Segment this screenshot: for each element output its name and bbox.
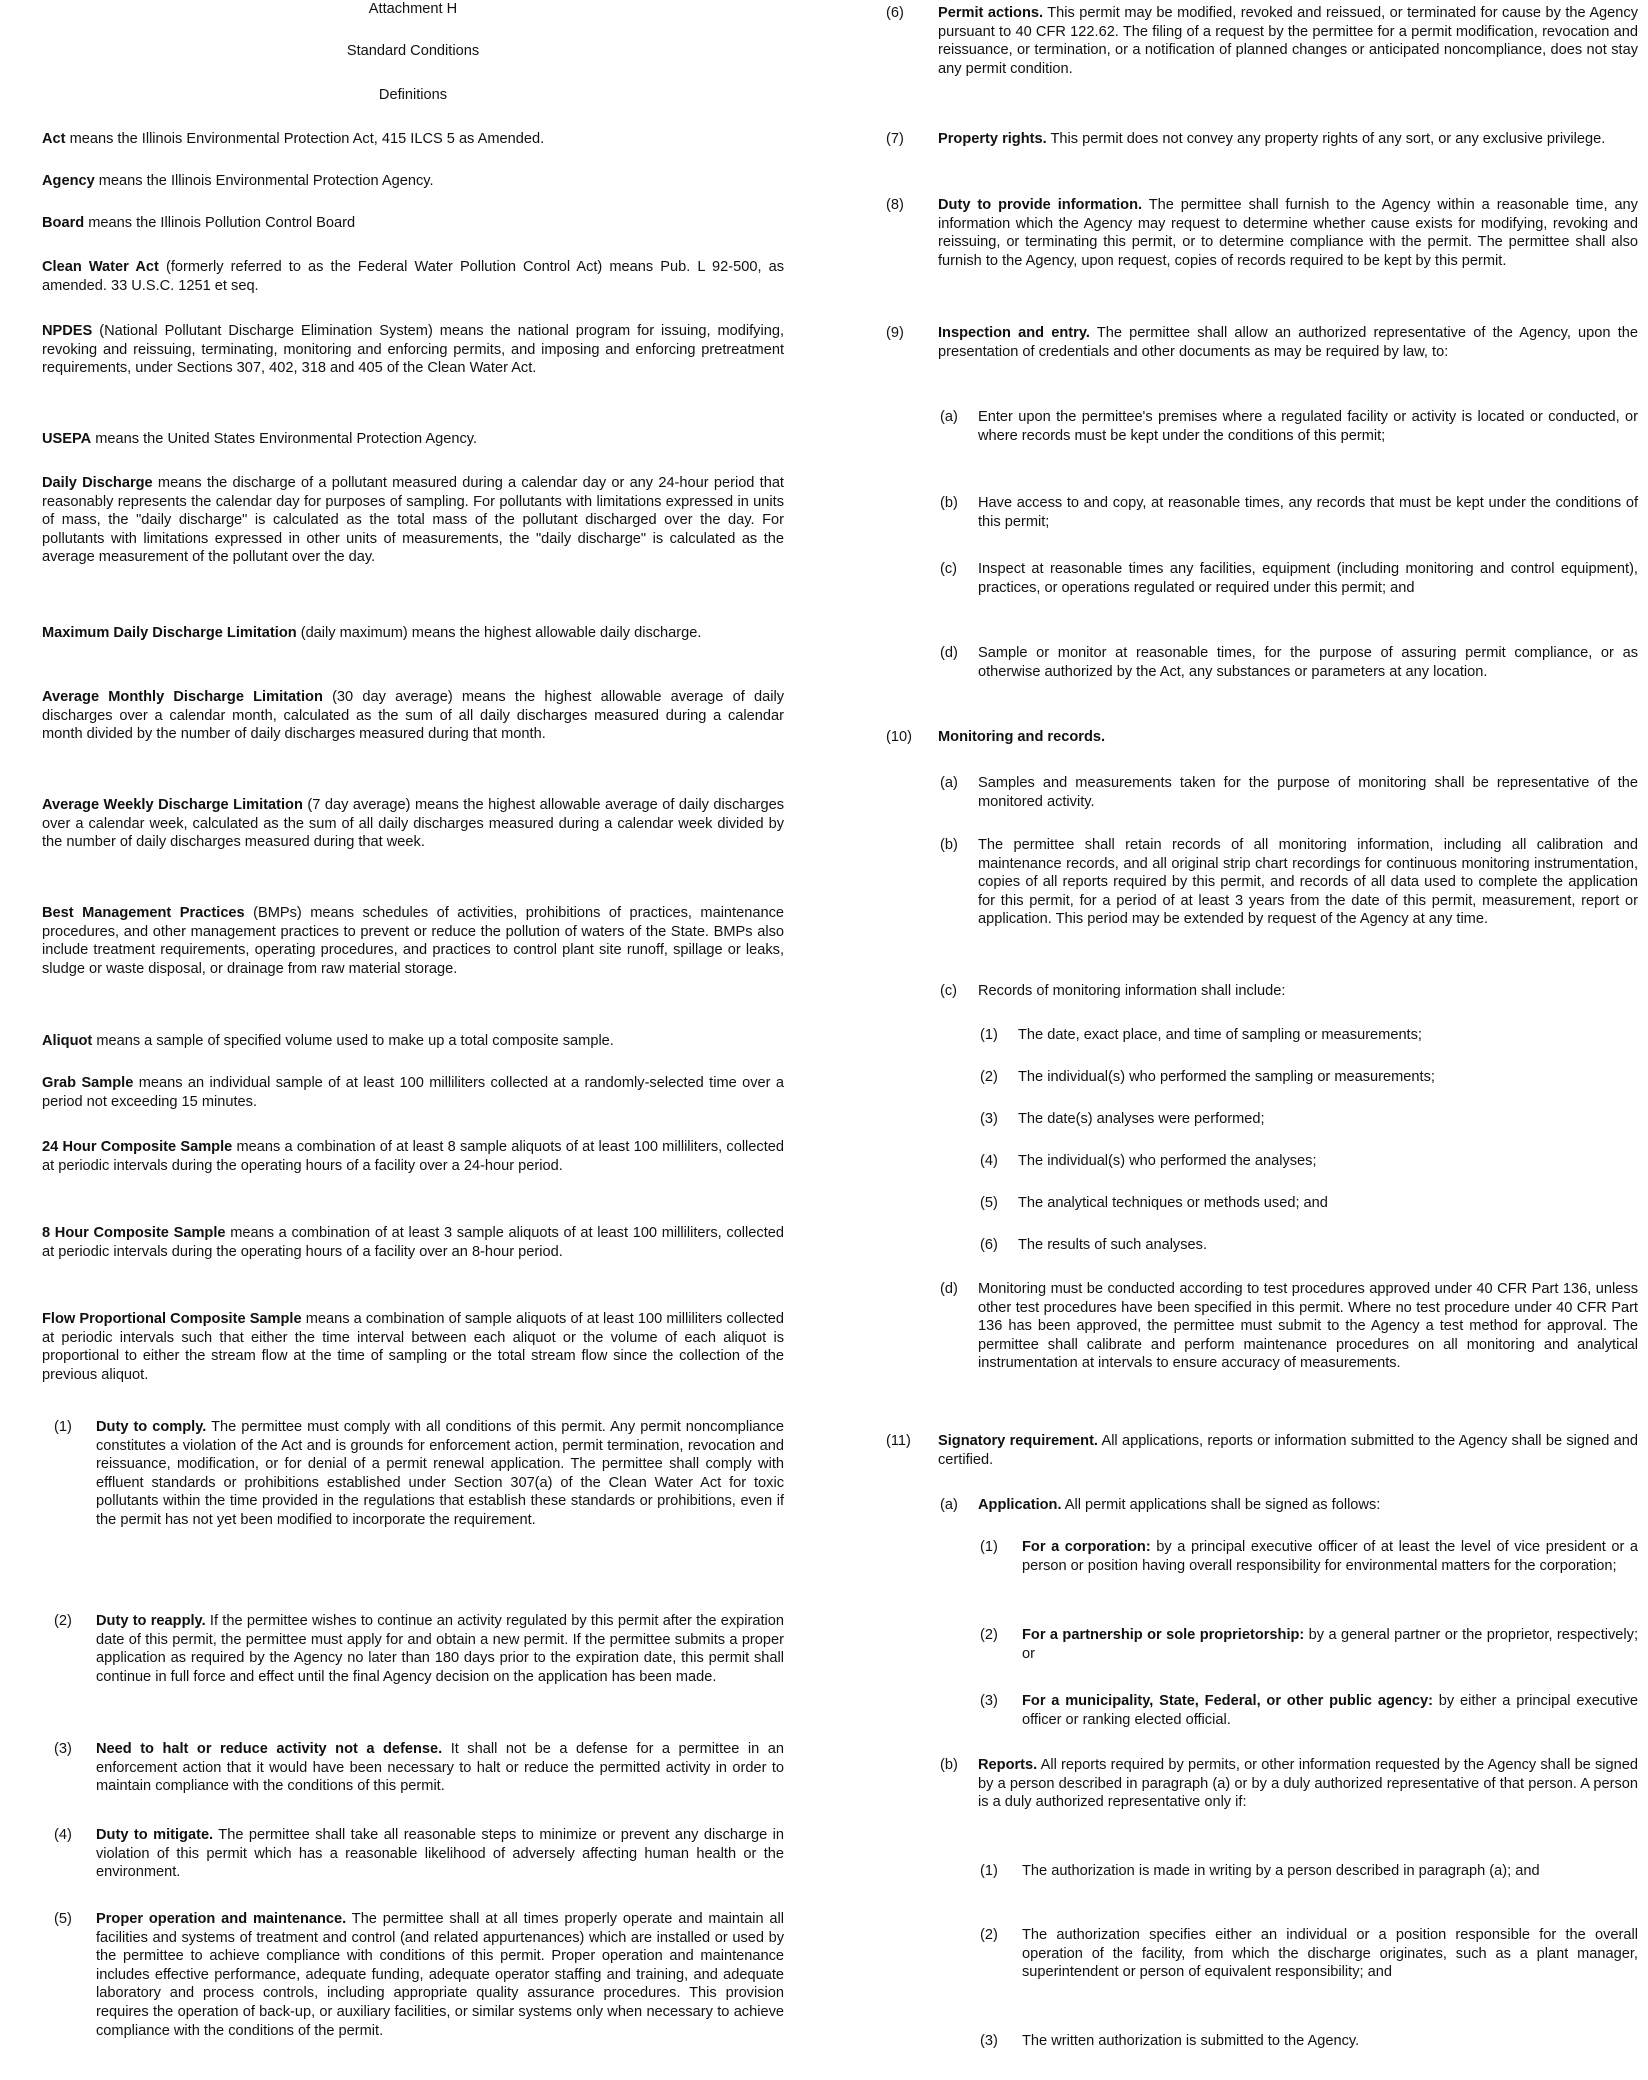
condition-4: (4) Duty to mitigate. The permittee shall take all reasonable steps to minimize or prevent any discharge in violation of this permit which has a reasonable likelihood of adversely affecting human health or the environment.	[54, 1827, 784, 1881]
condition-9c: (c) Inspect at reasonable times any facilities, equipment (including monitoring and control equipment), practices, or operations regulated or required under this permit; and	[940, 561, 1638, 596]
definition-8-hour-composite: 8 Hour Composite Sample means a combination of at least 3 sample aliquots of at least 100 milliliters, collected at periodic intervals during the operating hours of a facility over an 8-hour period.	[42, 1225, 784, 1260]
condition-11: (11) Signatory requirement. All applications, reports or information submitted to the Agency shall be signed and certified.	[886, 1433, 1638, 1468]
condition-5: (5) Proper operation and maintenance. The permittee shall at all times properly operate and maintain all facilities and systems of treatment and control (and related appurtenances) which are installed or used by the permittee to achieve compliance with conditions of this permit. Proper operation and maintenance includes effective performance, adequate funding, adequate operator staffing and training, and adequate laboratory and process controls, including appropriate quality assurance procedures. This provision requires the operation of back-up, or auxiliary facilities, or similar systems only when necessary to achieve compliance with the conditions of the permit.	[54, 1911, 784, 2039]
records-item-1: (1) The date, exact place, and time of sampling or measurements;	[980, 1027, 1422, 1043]
application-item-1: (1) For a corporation: by a principal executive officer of at least the level of vice president or a person or position having overall responsibility for environmental matters for the corporation;	[980, 1539, 1638, 1574]
records-item-5: (5) The analytical techniques or methods used; and	[980, 1195, 1328, 1211]
condition-3: (3) Need to halt or reduce activity not a defense. It shall not be a defense for a permittee in an enforcement action that it would have been necessary to halt or reduce the permitted activity in order to maintain compliance with the conditions of this permit.	[54, 1741, 784, 1795]
definition-24-hour-composite: 24 Hour Composite Sample means a combination of at least 8 sample aliquots of at least 100 milliliters, collected at periodic intervals during the operating hours of a facility over a 24-hour period.	[42, 1139, 785, 1174]
condition-7: (7) Property rights. This permit does not convey any property rights of any sort, or any exclusive privilege.	[886, 131, 1606, 147]
condition-9b: (b) Have access to and copy, at reasonable times, any records that must be kept under the conditions of this permit;	[940, 495, 1638, 530]
page-subtitle: Definitions	[378, 87, 448, 103]
condition-2: (2) Duty to reapply. If the permittee wishes to continue an activity regulated by this permit after the expiration date of this permit, the permittee must apply for and obtain a new permit. If the permittee submits a proper application as required by the Agency no later than 180 days prior to the expiration date, this permit shall continue in full force and effect until the final Agency decision on the application has been made.	[54, 1613, 784, 1685]
condition-1: (1) Duty to comply. The permittee must comply with all conditions of this permit. Any permit noncompliance constitutes a violation of the Act and is grounds for enforcement action, permit termination, revocation and reissuance, modification, or for denial of a permit renewal application. The permittee shall comply with effluent standards or prohibitions established under Section 307(a) of the Clean Water Act for toxic pollutants within the time provided in the regulations that establish these standards or prohibitions, even if the permit has not yet been modified to incorporate the requirement.	[54, 1419, 784, 1528]
reports-item-3: (3) The written authorization is submitted to the Agency.	[980, 2033, 1360, 2049]
definition-aliquot: Aliquot means a sample of specified volume used to make up a total composite sample.	[42, 1033, 614, 1049]
reports-item-1: (1) The authorization is made in writing by a person described in paragraph (a); and	[980, 1863, 1540, 1879]
records-item-6: (6) The results of such analyses.	[980, 1237, 1207, 1253]
condition-11b: (b) Reports. All reports required by permits, or other information requested by the Agency shall be signed by a person described in paragraph (a) or by a duly authorized representative of that person. A person is a duly authorized representative only if:	[940, 1757, 1638, 1811]
definition-avg-weekly-discharge: Average Weekly Discharge Limitation (7 day average) means the highest allowable average of daily discharges over a calendar week, calculated as the sum of all daily discharges measured during a calendar week divided by the number of daily discharges measured during that week.	[42, 797, 785, 851]
application-item-3: (3) For a municipality, State, Federal, or other public agency: by either a principal executive officer or ranking elected official.	[980, 1693, 1639, 1728]
definition-npdes: NPDES (National Pollutant Discharge Elimination System) means the national program for issuing, modifying, revoking and reissuing, terminating, monitoring and enforcing permits, and imposing and enforcing pretreatment requirements, under Sections 307, 402, 318 and 405 of the Clean Water Act.	[42, 323, 784, 377]
definition-act: Act means the Illinois Environmental Protection Act, 415 ILCS 5 as Amended.	[42, 131, 545, 147]
records-item-4: (4) The individual(s) who performed the analyses;	[980, 1153, 1317, 1169]
definition-flow-proportional: Flow Proportional Composite Sample means a combination of sample aliquots of at least 100 milliliters collected at periodic intervals such that either the time interval between each aliquot or the volume of each aliquot is proportional to either the stream flow at the time of sampling or the total stream flow since the collection of the previous aliquot.	[42, 1311, 784, 1383]
condition-9a: (a) Enter upon the permittee's premises where a regulated facility or activity is located or conducted, or where records must be kept under the conditions of this permit;	[940, 409, 1638, 444]
page-title: Standard Conditions	[346, 43, 480, 59]
condition-10d: (d) Monitoring must be conducted according to test procedures approved under 40 CFR Part 136, unless other test procedures have been specified in this permit. Where no test procedure under 40 CFR Part 136 has been approved, the permittee must submit to the Agency a test method for approval. The permittee shall calibrate and perform maintenance procedures on all monitoring and analytical instrumentation at intervals to ensure accuracy of measurements.	[940, 1281, 1638, 1372]
definition-bmps: Best Management Practices (BMPs) means schedules of activities, prohibitions of practices, maintenance procedures, and other management practices to prevent or reduce the pollution of waters of the State. BMPs also include treatment requirements, operating procedures, and practices to control plant site runoff, spillage or leaks, sludge or waste disposal, or drainage from raw material storage.	[42, 905, 784, 977]
definition-avg-monthly-discharge: Average Monthly Discharge Limitation (30 day average) means the highest allowable average of daily discharges over a calendar month, calculated as the sum of all daily discharges measured during a calendar month divided by the number of daily discharges measured during that month.	[42, 689, 784, 743]
condition-9: (9) Inspection and entry. The permittee shall allow an authorized representative of the Agency, upon the presentation of credentials and other documents as may be required by law, to:	[886, 325, 1638, 360]
condition-10b: (b) The permittee shall retain records of all monitoring information, including all calibration and maintenance records, and all original strip chart recordings for continuous monitoring instrumentation, copies of all reports required by this permit, and records of all data used to complete the application for this permit, for a period of at least 3 years from the date of this permit, measurement, report or application. This period may be extended by request of the Agency at any time.	[940, 837, 1638, 928]
definition-grab-sample: Grab Sample means an individual sample of at least 100 milliliters collected at a randomly-selected time over a period not exceeding 15 minutes.	[42, 1075, 784, 1110]
condition-10: (10) Monitoring and records.	[886, 729, 1106, 745]
definition-max-daily-discharge: Maximum Daily Discharge Limitation (daily maximum) means the highest allowable daily discharge.	[42, 625, 702, 641]
condition-8: (8) Duty to provide information. The permittee shall furnish to the Agency within a reasonable time, any information which the Agency may request to determine whether cause exists for modifying, revoking and reissuing, or terminating this permit, or to determine compliance with the permit. The permittee shall also furnish to the Agency, upon request, copies of records required to be kept by this permit.	[886, 197, 1638, 269]
definition-daily-discharge: Daily Discharge means the discharge of a pollutant measured during a calendar day or any 24-hour period that reasonably represents the calendar day for purposes of sampling. For pollutants with limitations expressed in units of mass, the "daily discharge" is calculated as the total mass of the pollutant discharged over the day. For pollutants with limitations expressed in other units of measurements, the "daily discharge" is calculated as the average measurement of the pollutant over the day.	[42, 475, 784, 566]
records-item-3: (3) The date(s) analyses were performed;	[980, 1111, 1265, 1127]
condition-10a: (a) Samples and measurements taken for the purpose of monitoring shall be representative of the monitored activity.	[940, 775, 1638, 810]
definition-board: Board means the Illinois Pollution Control Board	[42, 215, 356, 231]
condition-9d: (d) Sample or monitor at reasonable times, for the purpose of assuring permit compliance, or as otherwise authorized by the Act, any substances or parameters at any location.	[940, 645, 1638, 680]
application-item-2: (2) For a partnership or sole proprietorship: by a general partner or the proprietor, respectively; or	[980, 1627, 1638, 1662]
definition-agency: Agency means the Illinois Environmental Protection Agency.	[42, 173, 434, 189]
reports-item-2: (2) The authorization specifies either an individual or a position responsible for the overall operation of the facility, from which the discharge originates, such as a plant manager, superintendent or person of equivalent responsibility; and	[980, 1927, 1638, 1981]
records-item-2: (2) The individual(s) who performed the sampling or measurements;	[980, 1069, 1435, 1085]
attachment-label: Attachment H	[368, 1, 458, 17]
condition-6: (6) Permit actions. This permit may be modified, revoked and reissued, or terminated for cause by the Agency pursuant to 40 CFR 122.62. The filing of a request by the permittee for a permit modification, revocation and reissuance, or termination, or a notification of planned changes or anticipated noncompliance, does not stay any permit condition.	[886, 5, 1638, 77]
definition-clean-water-act: Clean Water Act (formerly referred to as the Federal Water Pollution Control Act) means Pub. L 92-500, as amended. 33 U.S.C. 1251 et seq.	[42, 259, 785, 294]
condition-10c: (c) Records of monitoring information shall include:	[940, 983, 1286, 999]
definition-usepa: USEPA means the United States Environmental Protection Agency.	[42, 431, 478, 447]
condition-11a: (a) Application. All permit applications shall be signed as follows:	[940, 1497, 1381, 1513]
